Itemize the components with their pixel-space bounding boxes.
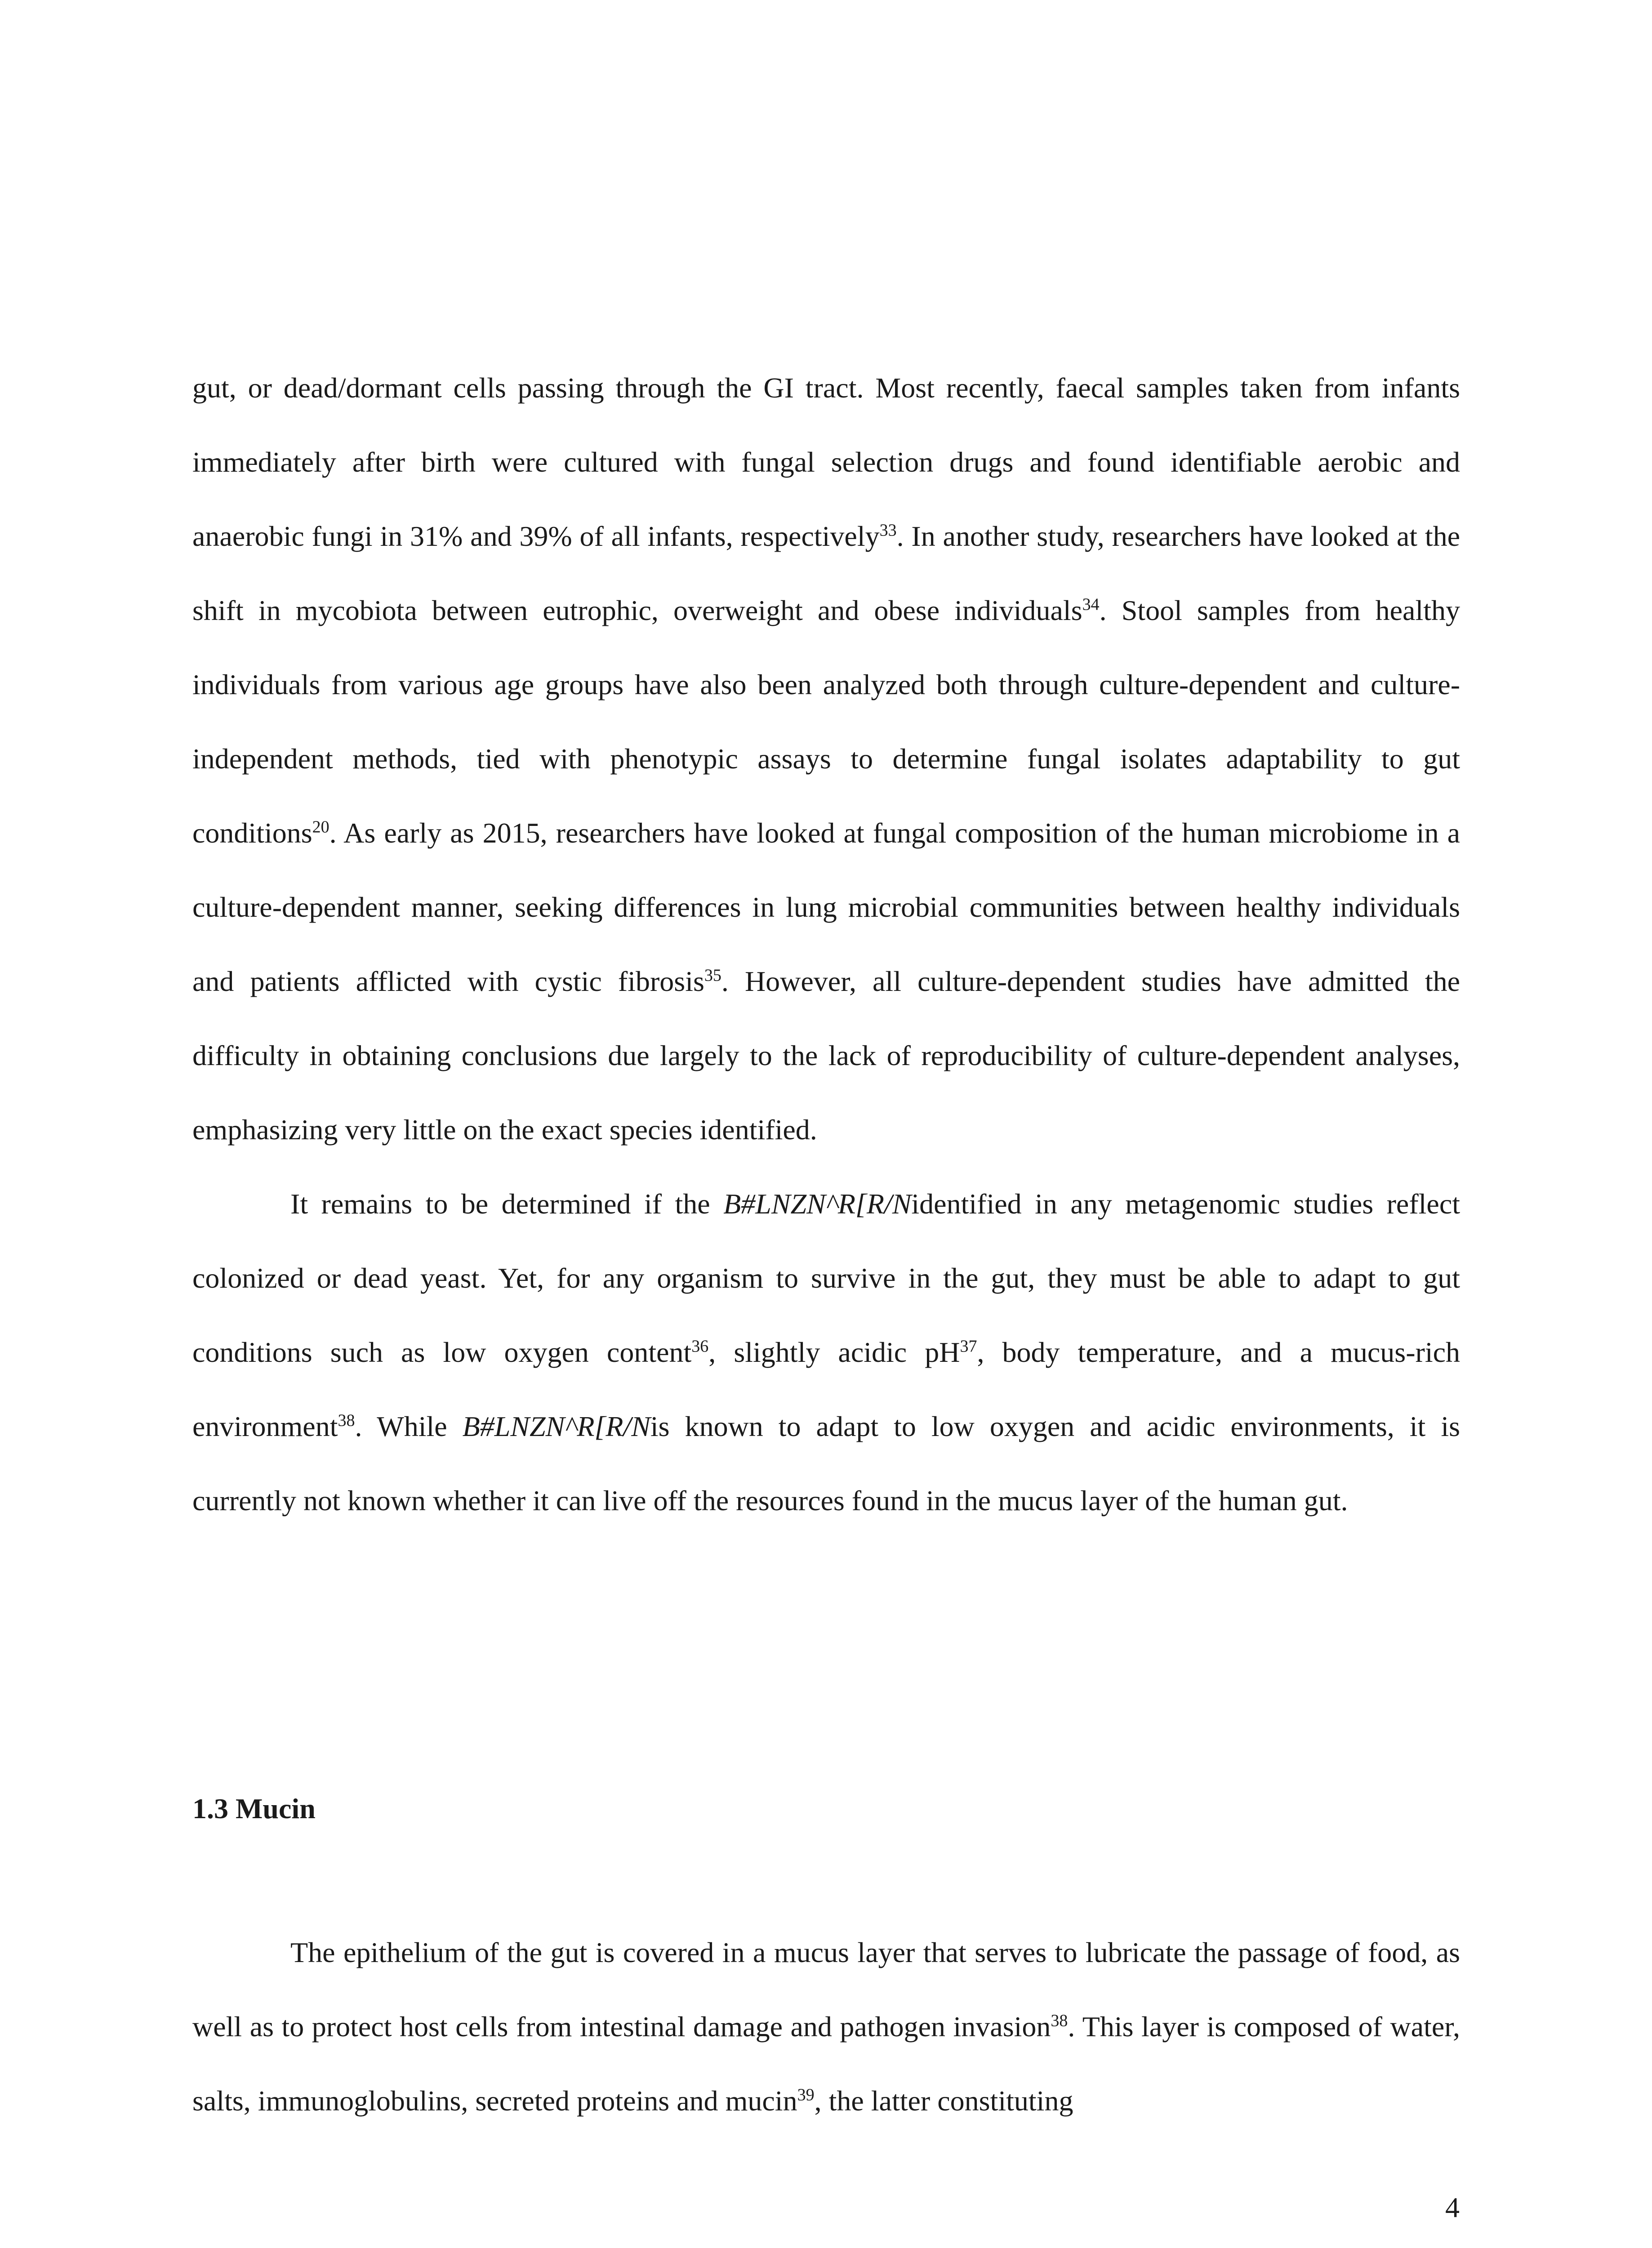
citation-superscript: 35 bbox=[704, 966, 721, 985]
text-run: gut, or dead/dormant cells passing through the GI tract. Most recently, faecal samples taken from infants immediately after birth were cultured with fungal selection drugs and found identifiable aerobic and anaerobic fungi in 31% and 39% of all infants, respectively bbox=[192, 372, 1460, 552]
citation-superscript: 20 bbox=[312, 817, 330, 837]
text-run: . This layer is composed of water, salts, immunoglobulins, secreted proteins and mucin bbox=[192, 2011, 1461, 2117]
page-number: 4 bbox=[1445, 2191, 1460, 2223]
text-run: . As early as 2015, researchers have looked at fungal composition of the human microbiome in a culture-dependent manner, seeking differences in lung microbial communities between healthy individuals and patients afflicted with cystic fibrosis bbox=[192, 817, 1460, 997]
text-run: The epithelium of the gut is covered in a mucus layer that serves to lubricate the passage of food, as well as to protect host cells from intestinal damage and pathogen invasion bbox=[192, 1936, 1460, 2043]
paragraph-2 bbox=[192, 1167, 1460, 1538]
text-run: . However, all culture-dependent studies have admitted the difficulty in obtaining conclusions due largely to the lack of reproducibility of culture-dependent analyses, emphasizing very little on the exact species identified. bbox=[192, 965, 1460, 1146]
species-name-italic: B#LNZN^R[R/N bbox=[462, 1410, 650, 1442]
paragraph-1 bbox=[192, 351, 1460, 1167]
text-run: . In another study, researchers have looked at the shift in mycobiota between eutrophic, overweight and obese individuals bbox=[192, 520, 1460, 626]
citation-superscript: 33 bbox=[879, 521, 897, 540]
text-run: , slightly acidic pH bbox=[708, 1336, 960, 1368]
text-run: is known to adapt to low oxygen and acidic environments, it is currently not known whether it can live off the resources found in the mucus layer of the human gut. bbox=[192, 1410, 1461, 1517]
citation-superscript: 37 bbox=[960, 1337, 977, 1356]
paragraph-3 bbox=[192, 1915, 1460, 2138]
citation-superscript: 34 bbox=[1082, 595, 1100, 614]
text-run: identified in any metagenomic studies reflect colonized or dead yeast. Yet, for any organism to survive in the gut, they must be able to adapt to gut conditions such as low oxygen content bbox=[192, 1188, 1461, 1368]
citation-superscript: 39 bbox=[797, 2085, 815, 2105]
text-run: . While bbox=[355, 1410, 463, 1442]
text-run: It remains to be determined if the bbox=[290, 1188, 724, 1220]
citation-superscript: 36 bbox=[691, 1337, 709, 1356]
species-name-italic: B#LNZN^R[R/N bbox=[723, 1188, 912, 1220]
text-run: , the latter constituting bbox=[814, 2085, 1073, 2117]
section-heading: 1.3 Mucin bbox=[192, 1793, 316, 1824]
citation-superscript: 38 bbox=[1051, 2011, 1068, 2030]
body-text-block bbox=[192, 351, 1460, 1538]
citation-superscript: 38 bbox=[338, 1411, 355, 1430]
text-run: . Stool samples from healthy individuals from various age groups have also been analyzed both through culture-dependent and culture-independent methods, tied with phenotypic assays to determine fungal isolates adaptability to gut conditions bbox=[192, 594, 1461, 849]
text-run: , body temperature, and a mucus-rich environment bbox=[192, 1336, 1461, 1442]
